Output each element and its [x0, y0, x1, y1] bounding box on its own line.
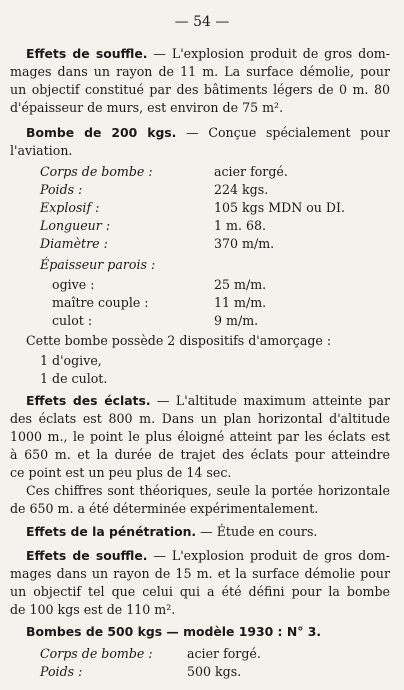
section-heading: Effets de souffle. [26, 548, 148, 563]
paragraph-line: à 650 m. et la durée de trajet des éclats pour atteindre [10, 447, 390, 462]
paragraph-line: mages dans un rayon de 11 m. La surface démolie, pour [10, 64, 390, 79]
spec-value: 1 m. 68. [214, 218, 266, 233]
paragraph-line: des éclats est 800 m. Dans un plan horizontal d'altitude [10, 411, 390, 426]
paragraph-line: un objectif constitué par des bâtiments légers de 0 m. 80 [10, 82, 390, 97]
paragraph-line: Ces chiffres sont théoriques, seule la portée horizontale [26, 483, 390, 498]
paragraph-line: 1000 m., le point le plus éloigné atteint par les éclats est [10, 429, 390, 444]
wall-value: 9 m/m. [214, 313, 259, 328]
wall-value: 25 m/m. [214, 277, 267, 292]
spec-label: Diamètre : [40, 236, 108, 251]
section-heading: Effets de la pénétration. [26, 524, 197, 539]
paragraph-line: un objectif tel que celui qui a été défini pour la bombe [10, 584, 390, 599]
penetration-line: Effets de la pénétration. — Étude en cours. [26, 524, 318, 539]
wall-value: 11 m/m. [214, 295, 267, 310]
souffle-2-paragraph-line: Effets de souffle. — L'explosion produit de gros dom- [26, 548, 390, 563]
paragraph-line: ce point est un peu plus de 14 sec. [10, 465, 232, 480]
paragraph-line: de 650 m. a été déterminée expérimentalement. [10, 501, 319, 516]
spec-label: Corps de bombe : [40, 164, 153, 179]
bombe-200-heading-line: Bombe de 200 kgs. — Conçue spécialement pour [26, 125, 390, 140]
spec-value: 224 kgs. [214, 182, 269, 197]
paragraph-line: d'épaisseur de murs, est environ de 75 m². [10, 100, 284, 115]
spec-value: 105 kgs MDN ou DI. [214, 200, 345, 215]
eclats-paragraph-line: Effets des éclats. — L'altitude maximum atteinte par [26, 393, 390, 408]
priming-item: 1 de culot. [40, 371, 108, 386]
spec-label: Corps de bombe : [40, 646, 153, 661]
spec-value: 370 m/m. [214, 236, 275, 251]
spec-label: Poids : [40, 664, 83, 679]
paragraph-line: l'aviation. [10, 143, 73, 158]
wall-label: culot : [52, 313, 93, 328]
paragraph-line: mages dans un rayon de 15 m. et la surface démolie pour [10, 566, 390, 581]
spec-value: acier forgé. [187, 646, 261, 661]
spec-value: 500 kgs. [187, 664, 242, 679]
priming-item: 1 d'ogive, [40, 353, 102, 368]
spec-value: acier forgé. [214, 164, 288, 179]
section-heading: Effets de souffle. [26, 46, 148, 61]
spec-label: Longueur : [40, 218, 111, 233]
section-heading: Bombes de 500 kgs — modèle 1930 : N° 3. [26, 624, 322, 639]
section-heading: Bombe de 200 kgs. [26, 125, 177, 140]
wall-label: maître couple : [52, 295, 149, 310]
walls-label: Épaisseur parois : [40, 257, 156, 272]
bombe-500-heading-line [26, 613, 390, 641]
wall-label: ogive : [52, 277, 95, 292]
priming-text: Cette bombe possède 2 dispositifs d'amorçage : [26, 333, 332, 348]
page-number: — 54 — [174, 14, 230, 30]
paragraph-line: de 100 kgs est de 110 m². [10, 602, 176, 617]
souffle-paragraph-line: Effets de souffle. — L'explosion produit de gros dom- [26, 46, 390, 61]
spec-label: Poids : [40, 182, 83, 197]
spec-label: Explosif : [40, 200, 100, 215]
section-heading: Effets des éclats. [26, 393, 151, 408]
